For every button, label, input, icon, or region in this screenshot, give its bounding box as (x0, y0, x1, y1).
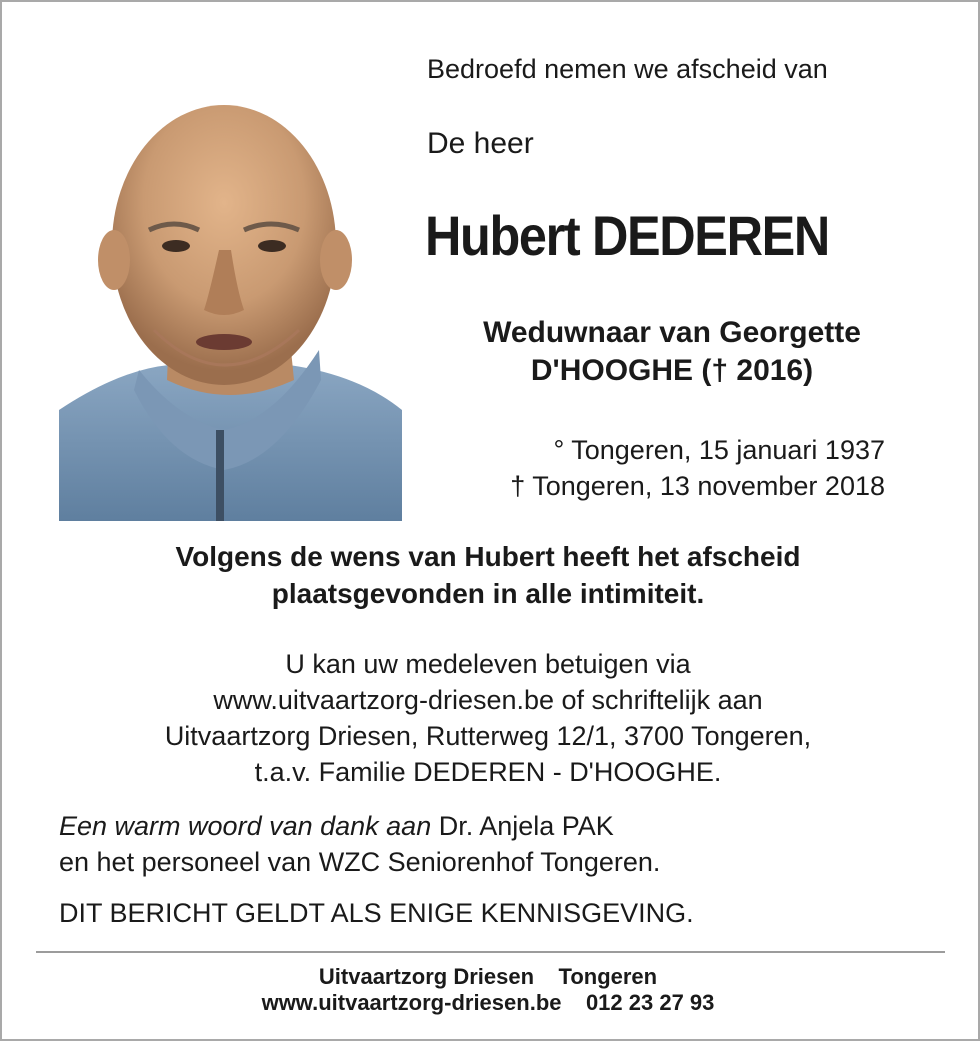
thanks-line-2: en het personeel van WZC Seniorenhof Tongeren. (59, 847, 661, 877)
birth-date: ° Tongeren, 15 januari 1937 (553, 435, 885, 465)
portrait-photo (59, 80, 402, 521)
life-dates (400, 432, 885, 504)
widower-of (412, 314, 932, 390)
footer-divider (36, 951, 945, 953)
thanks-intro: Een warm woord van dank aan (59, 811, 432, 841)
wish-line-1: Volgens de wens van Hubert heeft het afscheid (175, 541, 801, 572)
salutation: De heer (427, 127, 534, 160)
condolence-info (0, 646, 976, 790)
thanks-doctor: Dr. Anjela PAK (431, 811, 614, 841)
widower-line-2: D'HOOGHE († 2016) (530, 354, 814, 387)
death-date: † Tongeren, 13 november 2018 (510, 471, 885, 501)
footer (0, 964, 976, 1016)
thanks-line-1 (59, 808, 660, 844)
footer-line-1: Uitvaartzorg Driesen Tongeren (318, 964, 658, 989)
widower-line-1: Weduwnaar van Georgette (483, 316, 861, 349)
farewell-wish (0, 538, 976, 612)
condolence-line-2: www.uitvaartzorg-driesen.be of schriftelijk aan (213, 685, 763, 715)
thanks-note (59, 808, 660, 880)
footer-line-2: www.uitvaartzorg-driesen.be 012 23 27 93 (261, 990, 715, 1015)
intro-text: Bedroefd nemen we afscheid van (427, 54, 828, 84)
condolence-line-4: t.a.v. Familie DEDEREN - D'HOOGHE. (254, 757, 722, 787)
condolence-line-3: Uitvaartzorg Driesen, Rutterweg 12/1, 3700 Tongeren, (164, 721, 812, 751)
deceased-name: Hubert DEDEREN (425, 204, 829, 267)
notice-text: DIT BERICHT GELDT ALS ENIGE KENNISGEVING. (59, 898, 694, 928)
condolence-line-1: U kan uw medeleven betuigen via (285, 649, 691, 679)
wish-line-2: plaatsgevonden in alle intimiteit. (271, 578, 705, 609)
